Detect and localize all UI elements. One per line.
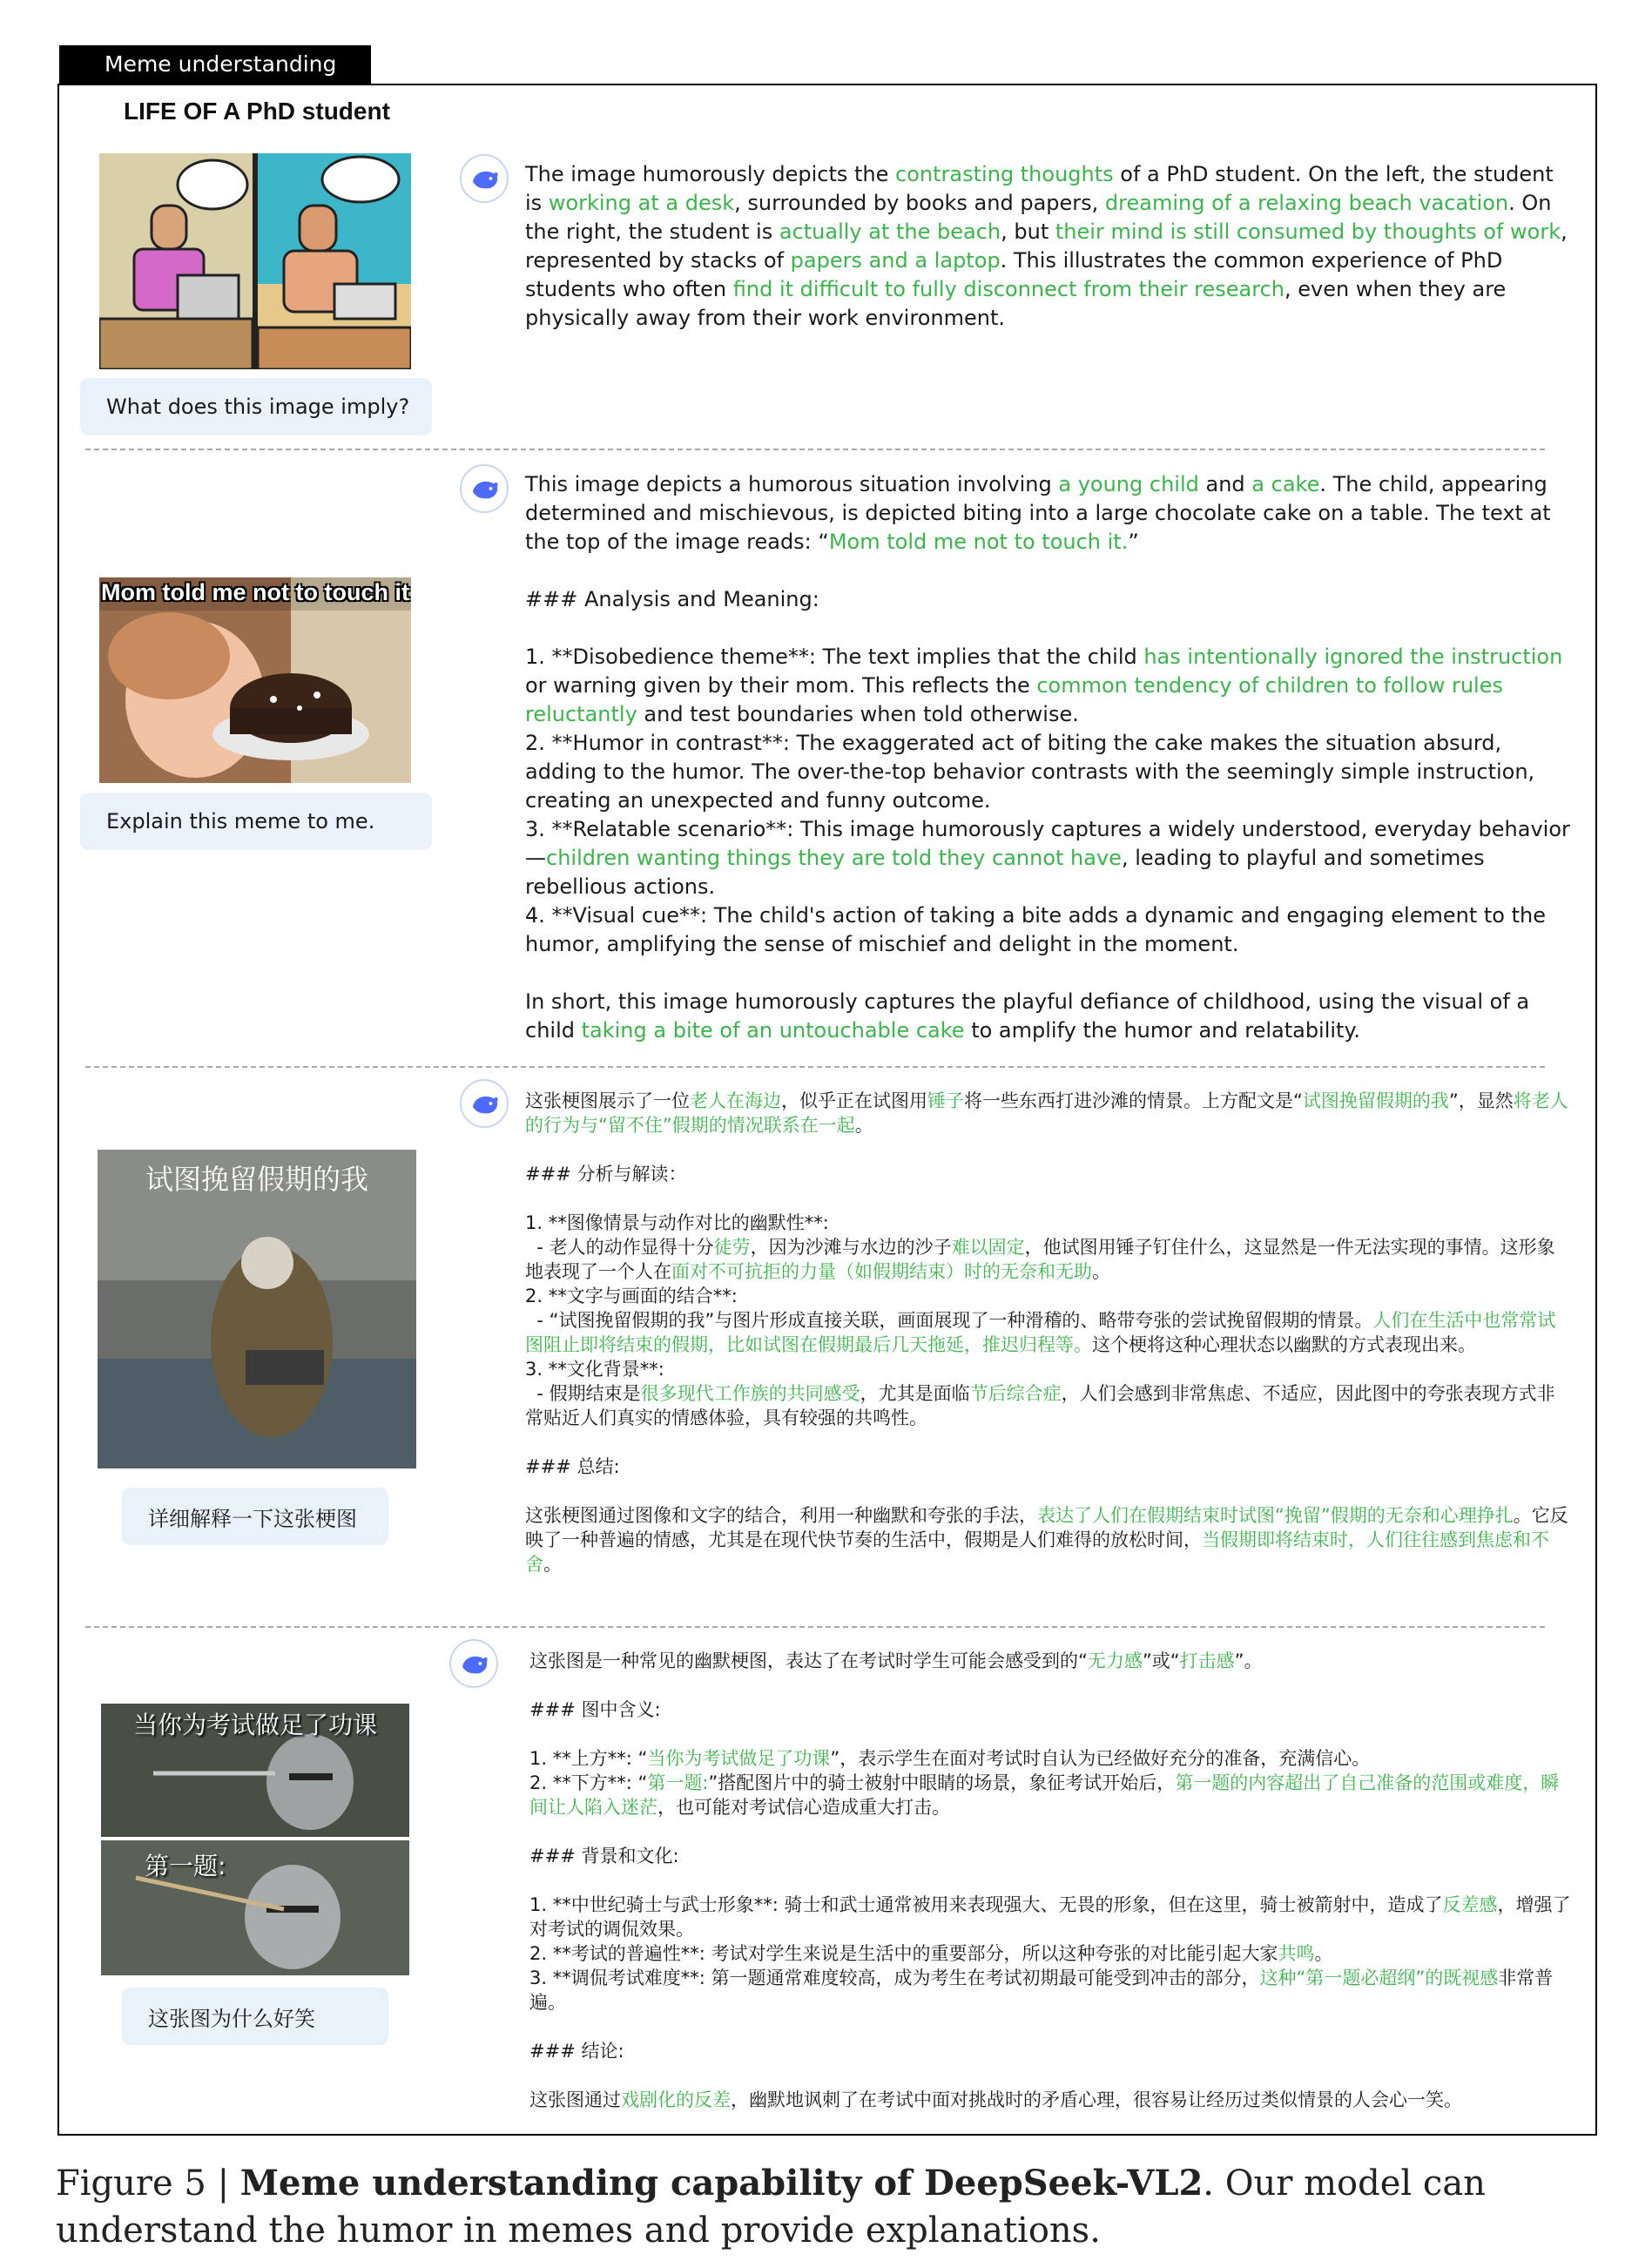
- response-text: 4. **Visual cue**: The child's action of taking a bite adds a dynamic and engaging element to the humor, amplifying the sense of mischief and delight in the moment.: [525, 903, 1553, 956]
- model-response: [525, 470, 1570, 1045]
- user-prompt: 详细解释一下这张梗图: [122, 1488, 388, 1545]
- paragraph-gap: [525, 557, 1570, 585]
- paragraph-gap: [529, 1868, 1574, 1893]
- response-text: The image humorously depicts the: [525, 162, 896, 186]
- response-paragraph: [529, 1844, 1574, 1868]
- response-paragraph: [525, 1357, 1570, 1381]
- caption-body: . Our model can understand the humor in memes and provide explanations.: [56, 2163, 1486, 2251]
- model-response: [525, 160, 1574, 333]
- highlighted-text: 第一题的内容超出了自己准备的范围或难度，瞬间让人陷入迷茫: [529, 1772, 1560, 1818]
- response-paragraph: [525, 1455, 1570, 1479]
- cake-meme-image: [99, 577, 411, 783]
- response-text: , represented by stacks of: [525, 219, 1574, 273]
- response-text: 2. **下方**: “: [529, 1772, 648, 1793]
- response-paragraph: [525, 470, 1570, 557]
- cake-meme-caption: Mom told me not to touch it: [101, 579, 409, 605]
- response-text: 。: [1314, 1943, 1333, 1964]
- response-text: ”搭配图片中的骑士被射中眼睛的场景，象征考试开始后，: [708, 1772, 1176, 1793]
- highlighted-text: Mom told me not to touch it.: [828, 530, 1129, 554]
- highlighted-text: taking a bite of an untouchable cake: [581, 1018, 965, 1043]
- response-text: 1. **中世纪骑士与武士形象**: 骑士和武士通常被用来表现强大、无畏的形象，但在这里，骑士被箭射中，造成了: [529, 1894, 1443, 1915]
- response-paragraph: [525, 643, 1570, 729]
- response-text: . The child, appearing determined and mischievous, is depicted biting into a large chocolate cake on a table. The text at the top of the image reads: “: [525, 472, 1558, 554]
- response-text: and test boundaries when told otherwise.: [637, 702, 1079, 726]
- response-paragraph: [529, 2039, 1574, 2063]
- beach-hammer-meme-image: [98, 1150, 416, 1468]
- response-text: ### 结论:: [529, 2041, 624, 2062]
- knight-meme-image: [101, 1704, 409, 1975]
- response-paragraph: [529, 2088, 1574, 2112]
- highlighted-text: 当假期即将结束时，人们往往感到焦虑和不舍: [525, 1529, 1549, 1575]
- model-response: [529, 1649, 1574, 2112]
- highlighted-text: 共鸣: [1278, 1943, 1315, 1964]
- highlighted-text: 第一题:: [647, 1772, 709, 1793]
- section-divider: [85, 1626, 1545, 1628]
- response-text: ，增强了对考试的调侃效果。: [529, 1894, 1571, 1940]
- response-text: and: [1198, 472, 1252, 496]
- highlighted-text: 难以固定: [951, 1237, 1025, 1258]
- response-text: 。: [854, 1115, 873, 1136]
- response-text: 这张图通过: [529, 2089, 621, 2110]
- response-text: ，幽默地讽刺了在考试中面对挑战时的矛盾心理，很容易让经历过类似情景的人会心一笑。: [731, 2089, 1462, 2110]
- response-text: 。它反映了一种普遍的情感，尤其是在现代快节奏的生活中，假期是人们难得的放松时间，: [525, 1505, 1568, 1550]
- knight-meme-bottom-caption: 第一题:: [145, 1852, 226, 1880]
- paragraph-gap: [525, 1137, 1570, 1162]
- highlighted-text: their mind is still consumed by thoughts of work: [1055, 219, 1561, 244]
- response-text: 1. **图像情景与动作对比的幽默性**:: [525, 1212, 829, 1233]
- highlighted-text: 老人在海边: [690, 1090, 781, 1111]
- response-paragraph: [525, 988, 1570, 1045]
- highlighted-text: 戏剧化的反差: [621, 2089, 731, 2110]
- highlighted-text: 人们在生活中也常常试图阻止即将结束的假期，比如试图在假期最后几天拖延，推迟归程等。: [525, 1310, 1556, 1355]
- response-text: - “试图挽留假期的我”与图片形成直接关联，画面展现了一种滑稽的、略带夸张的尝试挽留假期的情景。: [525, 1310, 1373, 1331]
- user-prompt: Explain this meme to me.: [80, 793, 432, 850]
- deepseek-whale-icon: [460, 464, 509, 513]
- response-text: to amplify the humor and relatability.: [964, 1018, 1360, 1043]
- response-paragraph: [525, 1284, 1570, 1308]
- response-text: 3. **Relatable scenario**: This image humorously captures a widely understood, everyday behavior—: [525, 817, 1570, 870]
- response-text: 3. **文化背景**:: [525, 1359, 664, 1380]
- section-tag: Meme understanding: [59, 45, 371, 84]
- response-text: or warning given by their mom. This reflects the: [525, 645, 1569, 698]
- response-text: In short, this image humorously captures the playful defiance of childhood, using the visual of a child: [525, 989, 1536, 1043]
- user-prompt: What does this image imply?: [80, 378, 432, 435]
- response-text: ### 分析与解读：: [525, 1164, 687, 1185]
- knight-meme-top-caption: 当你为考试做足了功课: [132, 1711, 377, 1739]
- response-paragraph: [525, 160, 1574, 333]
- response-paragraph: [525, 1235, 1570, 1284]
- highlighted-text: 试图挽留假期的我: [1302, 1090, 1449, 1111]
- response-text: , leading to playful and sometimes rebellious actions.: [525, 846, 1492, 899]
- response-paragraph: [529, 1941, 1574, 1966]
- deepseek-whale-icon: [460, 1079, 509, 1128]
- response-text: ，似乎正在试图用: [781, 1090, 927, 1111]
- paragraph-gap: [529, 1673, 1574, 1698]
- response-paragraph: [529, 1698, 1574, 1722]
- caption-title: Meme understanding capability of DeepSeek-VL2: [239, 2163, 1204, 2204]
- response-text: 这个梗将这种心理状态以幽默的方式表现出来。: [1092, 1334, 1476, 1355]
- highlighted-text: 反差感: [1442, 1894, 1498, 1915]
- response-text: ### 总结:: [525, 1456, 620, 1477]
- response-text: ，因为沙滩与水边的沙子: [750, 1237, 952, 1258]
- paragraph-gap: [525, 1479, 1570, 1503]
- response-text: 3. **调侃考试难度**: 第一题通常难度较高，成为考生在考试初期最可能受到冲击的部分，: [529, 1968, 1260, 1988]
- response-text: ”或“: [1142, 1650, 1180, 1671]
- response-text: 1. **Disobedience theme**: The text implies that the child: [525, 645, 1144, 669]
- response-text: ”。: [1234, 1650, 1263, 1671]
- response-text: ”: [1128, 530, 1139, 554]
- response-text: of a PhD student. On the left, the student is: [525, 162, 1561, 215]
- highlighted-text: working at a desk: [548, 191, 735, 215]
- model-response: [525, 1089, 1570, 1576]
- response-text: ，也可能对考试信心造成重大打击。: [657, 1797, 950, 1818]
- response-paragraph: [529, 1649, 1574, 1673]
- response-text: . On the right, the student is: [525, 191, 1559, 244]
- highlighted-text: 打击感: [1179, 1650, 1235, 1671]
- response-paragraph: [525, 815, 1570, 901]
- highlighted-text: 将老人的行为与“留不住”假期的情况联系在一起: [525, 1090, 1568, 1136]
- response-text: , but: [1001, 219, 1055, 244]
- response-paragraph: [525, 1381, 1570, 1430]
- deepseek-whale-icon: [460, 154, 509, 203]
- response-text: , even when they are physically away from their work environment.: [525, 277, 1513, 330]
- paragraph-gap: [529, 1819, 1574, 1844]
- response-text: 非常普遍。: [529, 1968, 1554, 2013]
- response-text: ，他试图用锤子钉住什么，这显然是一件无法实现的事情。这形象地表现了一个人在: [525, 1237, 1555, 1282]
- response-paragraph: [525, 1211, 1570, 1235]
- response-text: 2. **考试的普遍性**: 考试对学生来说是生活中的重要部分，所以这种夸张的对比能引起大家: [529, 1943, 1278, 1964]
- deepseek-whale-icon: [449, 1639, 498, 1688]
- response-paragraph: [525, 585, 1570, 614]
- paragraph-gap: [529, 1722, 1574, 1746]
- highlighted-text: children wanting things they are told they cannot have: [546, 846, 1122, 870]
- response-text: 。: [543, 1554, 562, 1575]
- highlighted-text: 表达了人们在假期结束时试图“挽留”假期的无奈和心理挣扎: [1037, 1505, 1514, 1526]
- response-text: 将一些东西打进沙滩的情景。上方配文是“: [964, 1090, 1303, 1111]
- highlighted-text: a cake: [1251, 472, 1320, 496]
- paragraph-gap: [525, 1186, 1570, 1211]
- highlighted-text: papers and a laptop: [790, 248, 1001, 273]
- figure-caption: [56, 2160, 1615, 2254]
- highlighted-text: 很多现代工作族的共同感受: [640, 1383, 860, 1404]
- response-text: . This illustrates the common experience of PhD students who often: [525, 248, 1509, 301]
- response-paragraph: [529, 1966, 1574, 2015]
- panel-title: LIFE OF A PhD student: [124, 98, 390, 125]
- response-text: 1. **上方**: “: [529, 1748, 648, 1769]
- response-text: 2. **Humor in contrast**: The exaggerated act of biting the cake makes the situation absurd, adding to the humor. The over-the-top behavior contrasts with the seemingly simple instruction, creating an unexpected and funny outcome.: [525, 731, 1541, 813]
- highlighted-text: 这种“第一题必超纲”的既视感: [1259, 1968, 1499, 1988]
- highlighted-text: 徒劳: [713, 1237, 751, 1258]
- response-paragraph: [525, 1162, 1570, 1186]
- response-text: ”，表示学生在面对考试时自认为已经做好充分的准备，充满信心。: [830, 1748, 1371, 1769]
- section-divider: [85, 1066, 1545, 1068]
- response-paragraph: [529, 1893, 1574, 1941]
- highlighted-text: find it difficult to fully disconnect from their research: [732, 277, 1285, 301]
- highlighted-text: 锤子: [927, 1090, 964, 1111]
- response-text: - 假期结束是: [525, 1383, 641, 1404]
- paragraph-gap: [529, 2015, 1574, 2039]
- response-paragraph: [529, 1746, 1574, 1771]
- highlighted-text: 面对不可抗拒的力量（如假期结束）时的无奈和无助: [671, 1261, 1092, 1282]
- response-paragraph: [529, 1771, 1574, 1819]
- phd-meme-image: [99, 153, 411, 369]
- highlighted-text: common tendency of children to follow rules reluctantly: [525, 673, 1510, 726]
- highlighted-text: 节后综合症: [969, 1383, 1062, 1404]
- response-text: This image depicts a humorous situation involving: [525, 472, 1059, 496]
- highlighted-text: has intentionally ignored the instruction: [1143, 645, 1563, 669]
- paragraph-gap: [525, 1430, 1570, 1455]
- response-paragraph: [525, 1308, 1570, 1357]
- paragraph-gap: [529, 2063, 1574, 2088]
- response-text: 。: [1092, 1261, 1110, 1282]
- response-text: ### 图中含义:: [529, 1699, 661, 1720]
- response-text: 这张梗图通过图像和文字的结合，利用一种幽默和夸张的手法，: [525, 1505, 1037, 1526]
- paragraph-gap: [525, 614, 1570, 643]
- caption-prefix: Figure 5 |: [56, 2163, 240, 2204]
- response-paragraph: [525, 1503, 1570, 1576]
- response-text: 这张图是一种常见的幽默梗图，表达了在考试时学生可能会感受到的“: [529, 1650, 1088, 1671]
- response-text: ，尤其是面临: [860, 1383, 970, 1404]
- highlighted-text: a young child: [1058, 472, 1199, 496]
- response-text: ，人们会感到非常焦虑、不适应，因此图中的夸张表现方式非常贴近人们真实的情感体验，具有较强的共鸣性。: [525, 1383, 1555, 1428]
- response-text: ### Analysis and Meaning:: [525, 587, 819, 611]
- highlighted-text: 当你为考试做足了功课: [647, 1748, 831, 1769]
- response-text: - 老人的动作显得十分: [525, 1237, 714, 1258]
- response-text: , surrounded by books and papers,: [734, 191, 1105, 215]
- highlighted-text: 无力感: [1087, 1650, 1143, 1671]
- response-paragraph: [525, 729, 1570, 815]
- section-divider: [85, 449, 1545, 450]
- user-prompt: 这张图为什么好笑: [122, 1988, 388, 2045]
- beach-meme-caption: 试图挽留假期的我: [145, 1163, 368, 1196]
- highlighted-text: dreaming of a relaxing beach vacation: [1104, 191, 1509, 215]
- highlighted-text: actually at the beach: [779, 219, 1001, 244]
- response-text: 这张梗图展示了一位: [525, 1090, 690, 1111]
- paragraph-gap: [525, 959, 1570, 988]
- response-text: ### 背景和文化:: [529, 1846, 679, 1866]
- response-paragraph: [525, 901, 1570, 959]
- response-paragraph: [525, 1089, 1570, 1137]
- response-text: ”，显然: [1448, 1090, 1514, 1111]
- highlighted-text: contrasting thoughts: [895, 162, 1114, 186]
- response-text: 2. **文字与画面的结合**:: [525, 1286, 738, 1306]
